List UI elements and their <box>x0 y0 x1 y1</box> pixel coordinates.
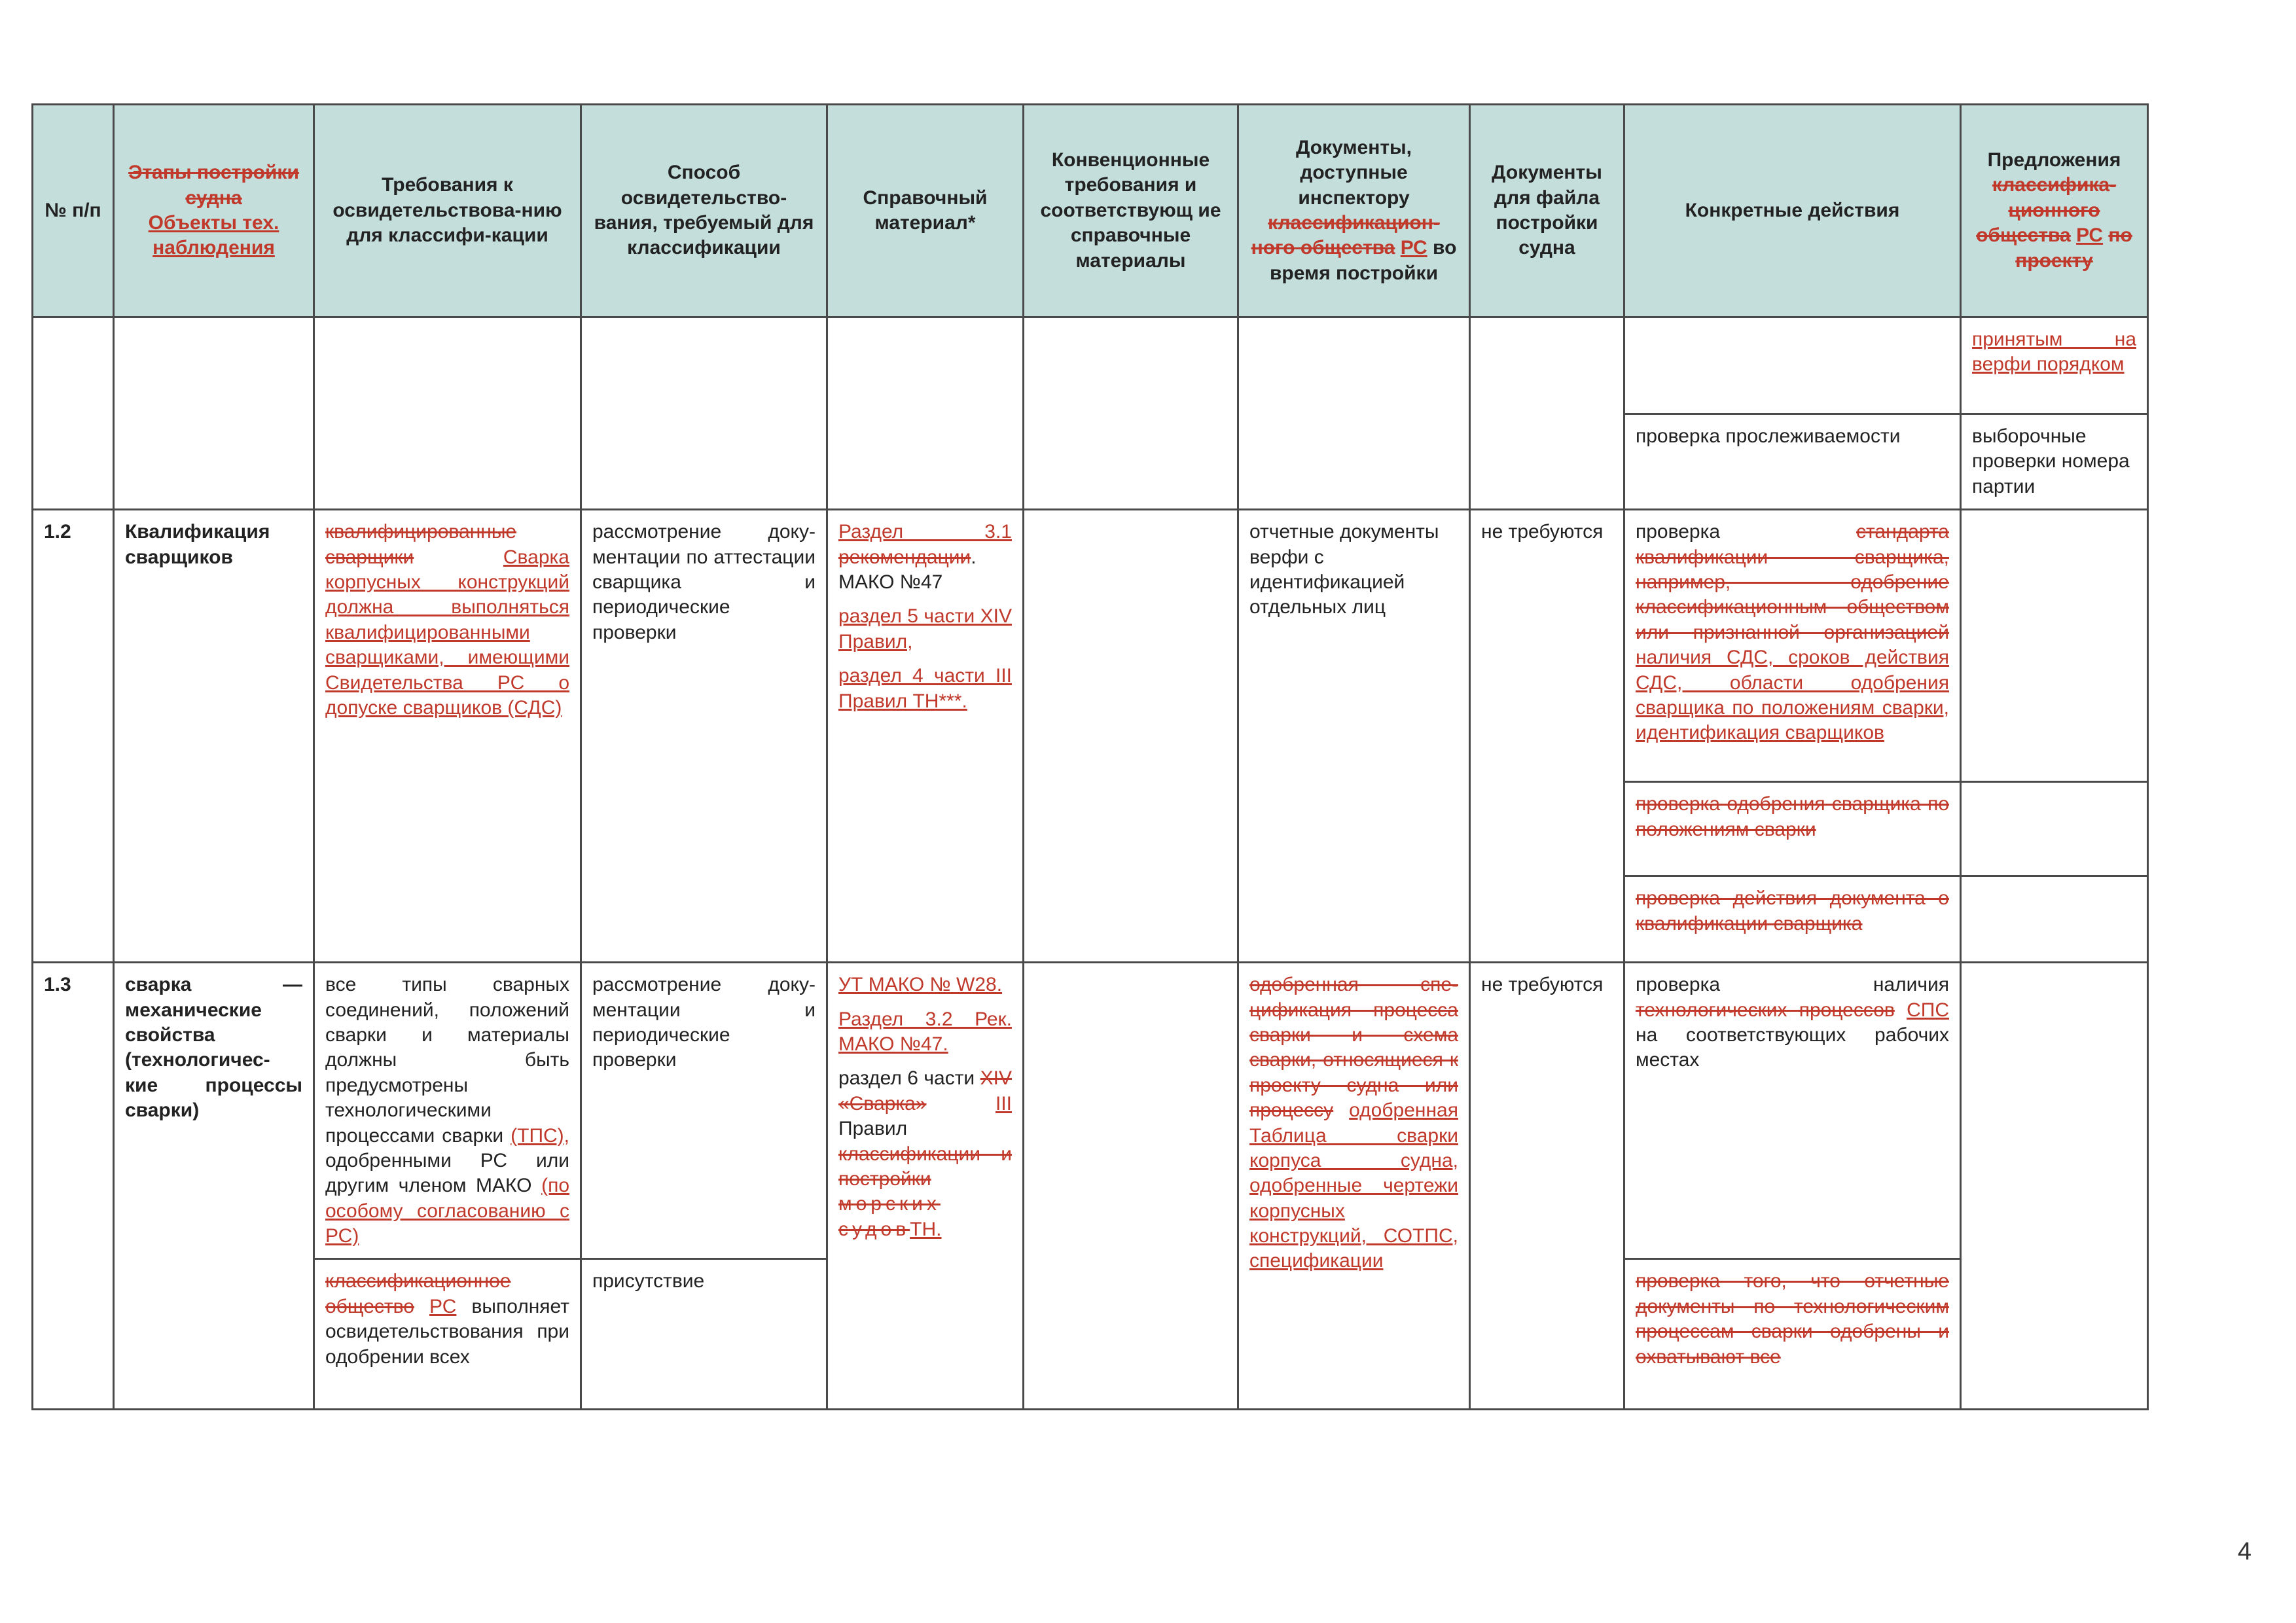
cell-empty <box>827 317 1024 510</box>
col-header-documents-inspector: Документы, доступные инспектору классификацион-ного общества РС во время постройки <box>1238 105 1470 317</box>
col-header-conventional: Конвенционные требования и соответствующ ие справочные материалы <box>1024 105 1238 317</box>
cell-method: рассмотрение доку-ментации по аттестации сварщика и периодические проверки <box>581 510 827 963</box>
cell-empty <box>1624 317 1961 414</box>
cell-empty <box>581 317 827 510</box>
cell-requirements: все типы сварных соединений, положений сварки и материалы должны быть предусмотрены технологическими процессами сварки (ТПС), одобренными РС или другим членом МАКО (по особому согласованию с РС) <box>314 963 581 1259</box>
col-header-file-documents: Документы для файла постройки судна <box>1470 105 1624 317</box>
cell-empty <box>1024 510 1238 963</box>
table-row <box>33 510 2148 782</box>
col-header-requirements: Требования к освидетельствова-нию для классифи-кации <box>314 105 581 317</box>
cell-action: проверка стандарта квалификации сварщика, например, одобрение классификационным обществом или признанной организацией наличия СДС, сроков действия СДС, области одобрения сварщика по положениям сварки, идентификация сварщиков <box>1624 510 1961 782</box>
cell-proposal: принятым на верфи порядком <box>1961 317 2148 414</box>
cell-empty <box>1961 510 2148 782</box>
cell-reference: Раздел 3.1 рекомендации. МАКО №47 раздел 5 части XIV Правил, раздел 4 части III Правил ТН***. <box>827 510 1024 963</box>
cell-empty <box>1024 317 1238 510</box>
col-header-proposals: Предложения классифика-ционного общества РС по проекту <box>1961 105 2148 317</box>
page-number: 4 <box>2237 1538 2251 1565</box>
cell-empty <box>114 317 314 510</box>
cell-proposal: выборочные проверки номера партии <box>1961 414 2148 510</box>
cell-requirements: квалифицированные сварщики Сварка корпусных конструкций должна выполняться квалифицированными сварщиками, имеющими Свидетельства РС о допуске сварщиков (СДС) <box>314 510 581 963</box>
cell-number: 1.2 <box>33 510 114 963</box>
survey-table <box>31 103 2149 1410</box>
cell-empty <box>1961 876 2148 963</box>
header-row <box>33 105 2148 317</box>
col-header-actions: Конкретные действия <box>1624 105 1961 317</box>
cell-empty <box>1238 317 1470 510</box>
cell-action: проверка наличия технологических процессов СПС на соответствующих рабочих местах <box>1624 963 1961 1259</box>
cell-action: проверка прослеживаемости <box>1624 414 1961 510</box>
cell-empty <box>1470 317 1624 510</box>
cell-requirements: классификационное общество РС выполняет освидетельствования при одобрении всех <box>314 1259 581 1410</box>
cell-reference: УТ МАКО № W28. Раздел 3.2 Рек. МАКО №47. раздел 6 части XIV «Сварка» III Правил классификации и постройки морских судовТН. <box>827 963 1024 1410</box>
col-header-method: Способ освидетельство-вания, требуемый для классификации <box>581 105 827 317</box>
cell-action: проверка одобрения сварщика по положениям сварки <box>1624 782 1961 876</box>
cell-object: сварка — механические свойства (технологичес-кие процессы сварки) <box>114 963 314 1410</box>
cell-empty <box>1961 782 2148 876</box>
table-row <box>33 963 2148 1259</box>
cell-action: проверка действия документа о квалификации сварщика <box>1624 876 1961 963</box>
cell-documents: одобренная спе-цификация процесса сварки и схема сварки, относящиеся к проекту судна или процессу одобренная Таблица сварки корпуса судна, одобренные чертежи корпусных конструкций, СОТПС, спецификации <box>1238 963 1470 1410</box>
cell-empty <box>1024 963 1238 1410</box>
cell-file-documents: не требуются <box>1470 510 1624 963</box>
cell-method: присутствие <box>581 1259 827 1410</box>
cell-number: 1.3 <box>33 963 114 1410</box>
cell-object: Квалификация сварщиков <box>114 510 314 963</box>
cell-file-documents: не требуются <box>1470 963 1624 1410</box>
cell-empty <box>33 317 114 510</box>
table-row <box>33 317 2148 414</box>
cell-empty <box>314 317 581 510</box>
cell-documents: отчетные документы верфи с идентификацией отдельных лиц <box>1238 510 1470 963</box>
cell-empty <box>1961 963 2148 1410</box>
cell-method: рассмотрение доку-ментации и периодические проверки <box>581 963 827 1259</box>
col-header-number: № п/п <box>33 105 114 317</box>
col-header-objects: Этапы постройки судна Объекты тех. наблюдения <box>114 105 314 317</box>
col-header-reference: Справочный материал* <box>827 105 1024 317</box>
cell-action: проверка того, что отчетные документы по технологическим процессам сварки одобрены и охватывают все <box>1624 1259 1961 1410</box>
